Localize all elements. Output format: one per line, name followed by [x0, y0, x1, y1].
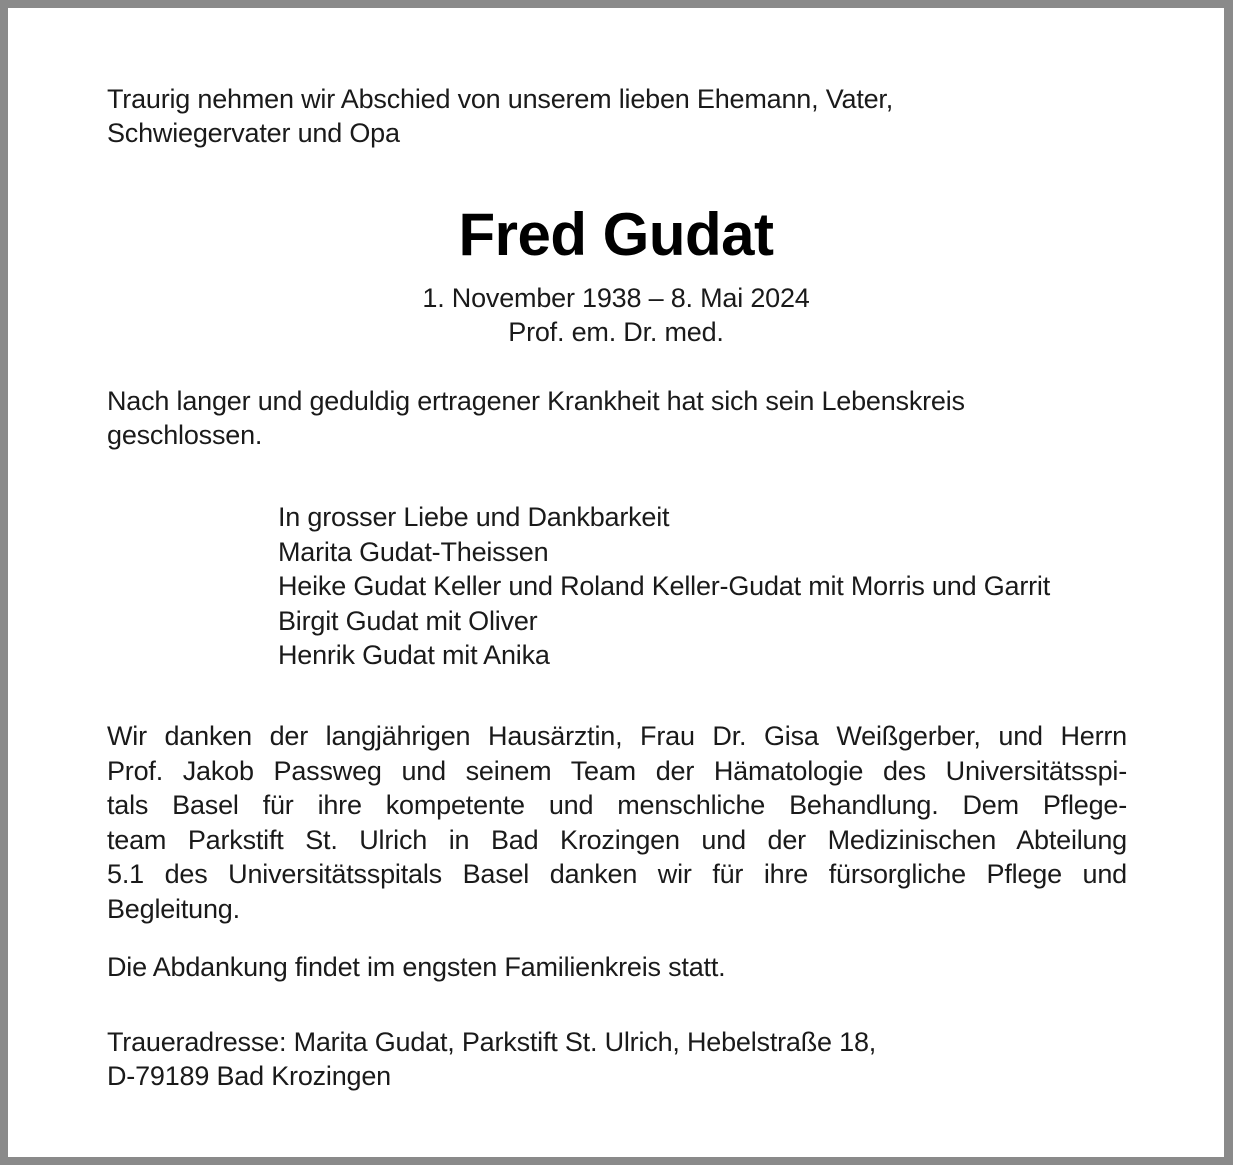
thanks-line: tals Basel für ihre kompetente und menschliche Behandlung. Dem Pflege- [107, 790, 1127, 821]
address-line: Traueradresse: Marita Gudat, Parkstift St. Ulrich, Hebelstraße 18, [107, 1027, 877, 1057]
life-dates-block [8, 281, 1224, 349]
illness-text [107, 384, 1127, 452]
deceased-name: Fred Gudat [458, 201, 774, 268]
family-line: Marita Gudat-Theissen [278, 536, 549, 567]
intro-line: Traurig nehmen wir Abschied von unserem lieben Ehemann, Vater, [107, 84, 894, 114]
obituary-card [8, 8, 1224, 1157]
thanks-line: Prof. Jakob Passweg und seinem Team der Hämatologie des Universitätsspi- [107, 755, 1127, 786]
life-dates: 1. November 1938 – 8. Mai 2024 [422, 283, 810, 313]
family-signatures [278, 500, 1178, 673]
thanks-line: team Parkstift St. Ulrich in Bad Krozingen und der Medizinischen Abteilung [107, 824, 1127, 855]
family-line: Heike Gudat Keller und Roland Keller-Gudat mit Morris und Garrit [278, 571, 1051, 601]
illness-line: geschlossen. [107, 420, 263, 450]
intro-text [107, 82, 1127, 150]
thanks-line: 5.1 des Universitätsspitals Basel danken wir für ihre fürsorgliche Pflege und [107, 859, 1127, 890]
thanks-line: Wir danken der langjährigen Hausärztin, Frau Dr. Gisa Weißgerber, und Herrn [107, 721, 1127, 751]
address-line: D-79189 Bad Krozingen [107, 1061, 391, 1091]
thanks-paragraph [107, 719, 1127, 927]
thanks-line: Begleitung. [107, 893, 240, 924]
family-line: Birgit Gudat mit Oliver [278, 605, 538, 636]
academic-title: Prof. em. Dr. med. [508, 317, 724, 347]
illness-line: Nach langer und geduldig ertragener Krankheit hat sich sein Lebenskreis [107, 386, 965, 416]
family-line-dedication: In grosser Liebe und Dankbarkeit [278, 502, 670, 532]
intro-line: Schwiegervater und Opa [107, 118, 400, 148]
ceremony-notice: Die Abdankung findet im engsten Familienkreis statt. [107, 952, 726, 982]
family-line: Henrik Gudat mit Anika [278, 640, 550, 670]
mourning-address [107, 1025, 1127, 1093]
